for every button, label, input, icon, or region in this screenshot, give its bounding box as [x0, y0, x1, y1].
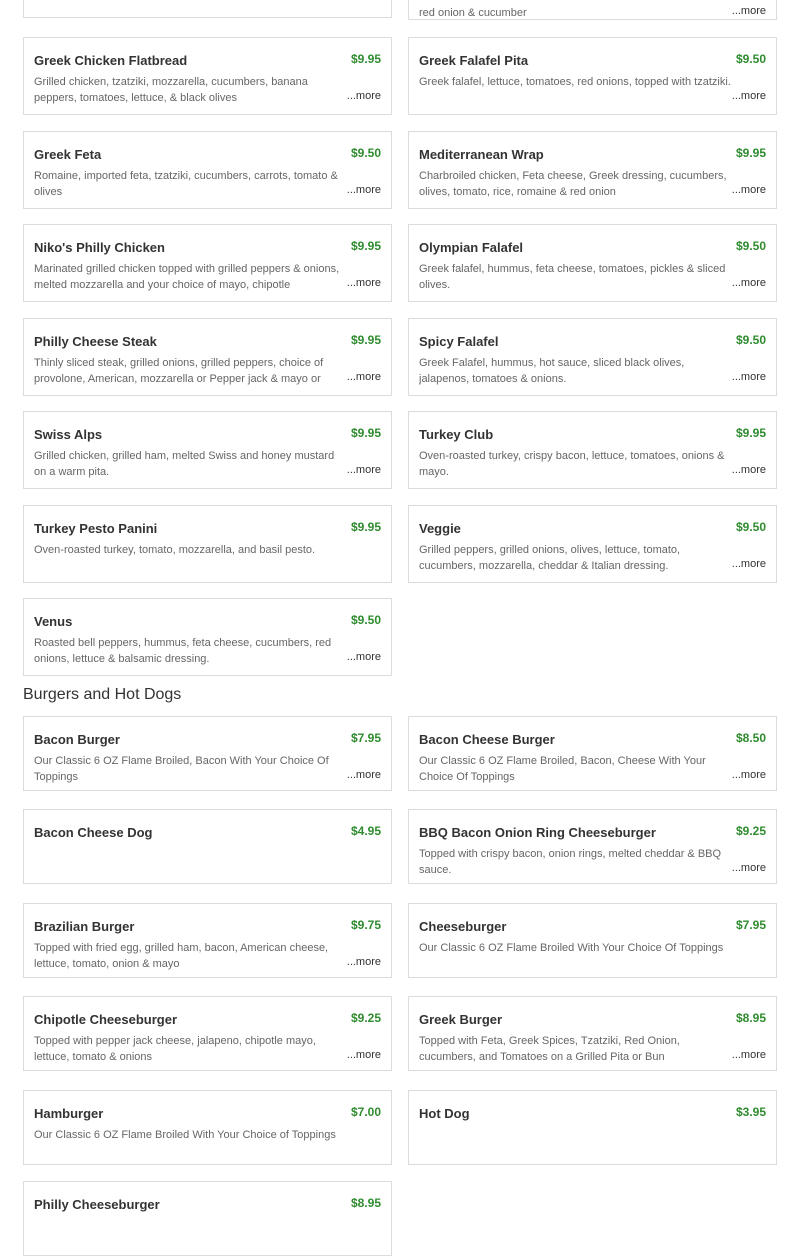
menu-item-price: $8.95 [350, 1196, 381, 1210]
menu-item-card[interactable] [23, 903, 392, 978]
menu-item-description: Our Classic 6 OZ Flame Broiled, Bacon With Your Choice Of Toppings [34, 755, 329, 783]
menu-item-name: Venus [34, 614, 73, 629]
menu-item-name: Greek Burger [419, 1012, 503, 1027]
menu-item-price: $9.50 [735, 239, 766, 253]
menu-item-description: Oven-roasted turkey, crispy bacon, lettuce, tomatoes, onions & mayo. [419, 450, 725, 478]
menu-item-card[interactable] [23, 318, 392, 396]
menu-item-price: $9.50 [735, 52, 766, 66]
menu-item-name: BBQ Bacon Onion Ring Cheeseburger [419, 825, 656, 840]
menu-item-price: $9.95 [350, 520, 381, 534]
menu-item-price: $9.50 [735, 333, 766, 347]
menu-item-description: Grilled chicken, grilled ham, melted Swiss and honey mustard on a warm pita. [34, 450, 335, 478]
menu-item-price: $9.95 [735, 146, 766, 160]
menu-item-card[interactable] [23, 1181, 392, 1256]
menu-item-name: Chipotle Cheeseburger [34, 1012, 178, 1027]
more-link[interactable]: ...more [346, 90, 381, 102]
menu-item-description [34, 1218, 347, 1250]
menu-item-card[interactable] [23, 224, 392, 302]
menu-item-price: $9.50 [350, 146, 381, 160]
menu-item-price: $9.95 [735, 426, 766, 440]
menu-item-price: $9.95 [350, 239, 381, 253]
menu-item-card[interactable] [408, 318, 777, 396]
menu-item-description: Charbroiled chicken, Feta cheese, Greek dressing, cucumbers, olives, tomato, rice, romaine & red onion [419, 170, 727, 198]
more-link[interactable]: ...more [346, 956, 381, 968]
menu-item-description: Roasted bell peppers, hummus, feta cheese, cucumbers, red onions, lettuce & balsamic dressing. [34, 637, 332, 665]
menu-item-price: $9.95 [350, 52, 381, 66]
menu-item-price: $9.75 [350, 918, 381, 932]
menu-item-description: Marinated grilled chicken topped with grilled peppers & onions, melted mozzarella and your choice of mayo, chipotle [34, 263, 340, 291]
more-link[interactable]: ...more [346, 464, 381, 476]
menu-item-description: Topped with fried egg, grilled ham, bacon, American cheese, lettuce, tomato, onion & mayo [34, 942, 329, 970]
menu-item-description: Topped with Feta, Greek Spices, Tzatziki, Red Onion, cucumbers, and Tomatoes on a Grilled Pita or Bun [419, 1035, 680, 1063]
menu-item-card[interactable] [23, 131, 392, 209]
menu-item-name: Cheeseburger [419, 919, 507, 934]
menu-item-card[interactable] [23, 1090, 392, 1165]
menu-item-description: Greek Falafel, hummus, hot sauce, sliced black olives, jalapenos, tomatoes & onions. [419, 357, 685, 385]
menu-item-name: Greek Chicken Flatbread [34, 53, 188, 68]
menu-item-description: Romaine, imported feta, tzatziki, cucumbers, carrots, tomato & olives [34, 170, 338, 198]
menu-item-price: $7.00 [350, 1105, 381, 1119]
menu-item-description: Greek falafel, hummus, feta cheese, tomatoes, pickles & sliced olives. [419, 263, 726, 291]
menu-item-name: Bacon Cheese Dog [34, 825, 153, 840]
menu-item-description: Thinly sliced steak, grilled onions, grilled peppers, choice of provolone, American, mozzarella or Pepper jack & mayo or [34, 357, 324, 385]
menu-item-name: Bacon Burger [34, 732, 120, 747]
menu-item-description: Topped with crispy bacon, onion rings, melted cheddar & BBQ sauce. [419, 848, 722, 876]
menu-item-name: Philly Cheeseburger [34, 1197, 160, 1212]
menu-item-card-partial-right[interactable] [408, 0, 777, 20]
menu-item-card[interactable] [408, 505, 777, 583]
menu-item-card-partial-left[interactable] [23, 0, 392, 18]
menu-item-name: Greek Falafel Pita [419, 53, 529, 68]
menu-item-description: Grilled peppers, grilled onions, olives, lettuce, tomato, cucumbers, mozzarella, cheddar & Italian dressing. [419, 544, 681, 572]
menu-item-description: Our Classic 6 OZ Flame Broiled With Your Choice Of Toppings [419, 942, 724, 954]
menu-item-name: Bacon Cheese Burger [419, 732, 555, 747]
more-link[interactable]: ...more [731, 5, 766, 17]
menu-item-description: red onion & cucumber [419, 7, 527, 19]
menu-item-description: Our Classic 6 OZ Flame Broiled With Your Choice of Toppings [34, 1129, 336, 1141]
menu-item-name: Brazilian Burger [34, 919, 135, 934]
more-link[interactable]: ...more [731, 464, 766, 476]
menu-item-name: Veggie [419, 521, 461, 536]
menu-item-price: $7.95 [735, 918, 766, 932]
menu-item-price: $7.95 [350, 731, 381, 745]
menu-item-card[interactable] [408, 411, 777, 489]
menu-item-price: $8.95 [735, 1011, 766, 1025]
menu-item-card[interactable] [408, 37, 777, 115]
menu-item-card[interactable] [23, 809, 392, 884]
more-link[interactable]: ...more [731, 371, 766, 383]
menu-item-price: $9.95 [350, 333, 381, 347]
more-link[interactable]: ...more [346, 277, 381, 289]
menu-item-card[interactable] [23, 598, 392, 676]
menu-item-price: $4.95 [350, 824, 381, 838]
menu-item-description: Oven-roasted turkey, tomato, mozzarella, and basil pesto. [34, 544, 316, 556]
menu-item-card[interactable] [408, 809, 777, 884]
menu-item-price: $9.25 [735, 824, 766, 838]
menu-item-description: Greek falafel, lettuce, tomatoes, red onions, topped with tzatziki. [419, 76, 731, 88]
menu-item-name: Greek Feta [34, 147, 102, 162]
more-link[interactable]: ...more [731, 1049, 766, 1061]
menu-item-card[interactable] [23, 411, 392, 489]
more-link[interactable]: ...more [731, 277, 766, 289]
menu-item-price: $3.95 [735, 1105, 766, 1119]
more-link[interactable]: ...more [731, 90, 766, 102]
menu-item-description [34, 846, 347, 878]
more-link[interactable]: ...more [731, 769, 766, 781]
menu-item-description: Topped with pepper jack cheese, jalapeno, chipotle mayo, lettuce, tomato & onions [34, 1035, 316, 1063]
menu-item-name: Swiss Alps [34, 427, 103, 442]
menu-item-card[interactable] [408, 996, 777, 1071]
menu-item-description: Our Classic 6 OZ Flame Broiled, Bacon, Cheese With Your Choice Of Toppings [419, 755, 706, 783]
more-link[interactable]: ...more [731, 862, 766, 874]
menu-item-card[interactable] [23, 505, 392, 583]
more-link[interactable]: ...more [731, 184, 766, 196]
menu-item-card[interactable] [23, 716, 392, 791]
menu-item-name: Niko's Philly Chicken [34, 240, 165, 255]
menu-item-name: Hot Dog [419, 1106, 470, 1121]
more-link[interactable]: ...more [731, 558, 766, 570]
menu-item-card[interactable] [408, 131, 777, 209]
menu-item-price: $8.50 [735, 731, 766, 745]
menu-item-card[interactable] [408, 903, 777, 978]
more-link[interactable]: ...more [346, 1049, 381, 1061]
more-link[interactable]: ...more [346, 769, 381, 781]
menu-item-card[interactable] [23, 996, 392, 1071]
menu-item-name: Olympian Falafel [419, 240, 524, 255]
menu-item-price: $9.50 [735, 520, 766, 534]
menu-item-price: $9.95 [350, 426, 381, 440]
more-link[interactable]: ...more [346, 184, 381, 196]
more-link[interactable]: ...more [346, 651, 381, 663]
menu-item-name: Turkey Pesto Panini [34, 521, 158, 536]
menu-item-price: $9.25 [350, 1011, 381, 1025]
section-title-burgers: Burgers and Hot Dogs [23, 686, 182, 703]
menu-item-card[interactable] [23, 37, 392, 115]
menu-item-card[interactable] [408, 1090, 777, 1165]
menu-item-name: Spicy Falafel [419, 334, 499, 349]
menu-item-name: Mediterranean Wrap [419, 147, 544, 162]
more-link[interactable]: ...more [346, 371, 381, 383]
menu-item-card[interactable] [408, 716, 777, 791]
menu-item-name: Turkey Club [419, 427, 494, 442]
menu-item-description: Grilled chicken, tzatziki, mozzarella, cucumbers, banana peppers, tomatoes, lettuce, & black olives [34, 76, 308, 104]
menu-item-card[interactable] [408, 224, 777, 302]
menu-item-name: Hamburger [34, 1106, 104, 1121]
menu-item-price: $9.50 [350, 613, 381, 627]
menu-item-name: Philly Cheese Steak [34, 334, 157, 349]
menu-item-description [419, 1127, 732, 1159]
